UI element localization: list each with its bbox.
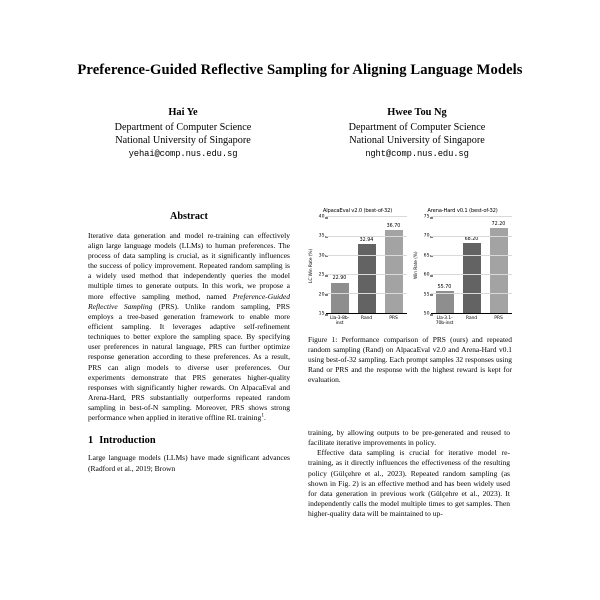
gridline [431, 274, 512, 275]
plot-wrap [308, 214, 407, 317]
x-tick-label: Rand [465, 315, 478, 321]
figure-caption [308, 335, 512, 384]
bar-item [485, 217, 512, 313]
x-tick-label: Rand [360, 315, 373, 321]
chart-panel-arenahard [413, 208, 512, 326]
author-email[interactable]: yehai@comp.nus.edu.sg [128, 148, 238, 159]
abstract-body [88, 231, 290, 424]
bar [463, 243, 481, 313]
author-affiliation: National University of Singapore [349, 135, 485, 147]
introduction-paragraph: Large language models (LLMs) have made significant advances (Radford et al., 2019; Brown [88, 453, 290, 473]
footnote-marker: 1 [261, 412, 265, 419]
plot-area [431, 217, 512, 314]
introduction-heading [88, 434, 290, 448]
bar-item [353, 217, 380, 313]
y-tick-label: 55 [423, 292, 430, 298]
gridline [326, 293, 407, 294]
y-axis-ticks [315, 214, 326, 317]
y-tick-label: 25 [318, 272, 325, 278]
caption-prefix: Figure 1: [308, 335, 338, 345]
chart-title: AlpacaEval v2.0 (best-of-32) [322, 208, 393, 214]
gridline [431, 216, 512, 217]
x-axis-ticks [431, 316, 512, 327]
bar-item [380, 217, 407, 313]
gridline [326, 216, 407, 217]
page-title: Preference-Guided Reflective Sampling for Aligning Language Models [77, 62, 523, 78]
y-tick-label: 30 [318, 253, 325, 259]
x-axis-ticks [326, 316, 407, 327]
author-affiliation: National University of Singapore [115, 135, 251, 147]
abstract-method-name: Preference-Guided Reflective Sampling [88, 291, 290, 311]
bar [490, 228, 508, 313]
figure-1 [308, 208, 512, 385]
section-title: Introduction [99, 435, 156, 447]
y-tick-label: 65 [423, 253, 430, 259]
plot-wrap [413, 214, 512, 317]
chart-row [308, 208, 512, 326]
author-email[interactable]: nght@comp.nus.edu.sg [365, 148, 469, 159]
bar-item [458, 217, 485, 313]
abstract-text-end: . [264, 413, 266, 423]
right-paragraph-2: Effective data sampling is crucial for iterative model re-training, as it directly influences the effectiveness of the resulting policy (Gülçehre et al., 2023). Repeated random sampling (as shown in Fig. 2) is an effective method and has been widely used for data generation in previous work (Gülçehre et al., 2023). It independently calls the model multiple times to get samples. Then higher-quality data will be maintained to up- [308, 448, 510, 519]
bar-value-label: 68.20 [464, 236, 479, 242]
author-1 [78, 106, 288, 160]
chart-title: Arena-Hard v0.1 (best-of-32) [427, 208, 498, 214]
x-tick-label: PRS [389, 315, 398, 321]
y-tick-label: 20 [318, 292, 325, 298]
bar [331, 283, 349, 313]
bar-value-label: 55.70 [437, 284, 452, 290]
author-name: Hwee Tou Ng [387, 107, 447, 118]
gridline [326, 236, 407, 237]
bar-item [326, 217, 353, 313]
abstract-paragraph [88, 231, 290, 424]
bar-item [431, 217, 458, 313]
gridline [431, 236, 512, 237]
caption-text: Performance comparison of PRS (ours) and repeated random sampling (Rand) on AlpacaEval v2.0 and Arena-Hard v0.1 using best-of-32 sampling. Each prompt samples 32 responses using Rand or PRS and the response with the highest reward is kept for evaluation. [308, 335, 512, 384]
gridline [431, 255, 512, 256]
bar [385, 230, 403, 313]
plot-area [326, 217, 407, 314]
author-department: Department of Computer Science [348, 121, 486, 133]
bar-group [431, 217, 512, 313]
y-tick-label: 75 [423, 214, 430, 220]
author-2 [312, 106, 522, 160]
abstract-heading: Abstract [170, 211, 208, 222]
author-department: Department of Computer Science [114, 121, 252, 133]
y-tick-label: 70 [423, 233, 430, 239]
bar-value-label: 72.20 [491, 221, 506, 227]
x-tick-label: Lla-3-8b- inst [329, 315, 350, 326]
bar [436, 291, 454, 313]
y-tick-label: 60 [423, 272, 430, 278]
y-tick-label: 35 [318, 233, 325, 239]
left-column [88, 210, 290, 474]
gridline [326, 274, 407, 275]
abstract-text-2: (PRS). Unlike random sampling, PRS employs a tree-based generation framework to enable more efficient sampling. It leverages adaptive self-refinement techniques to better explore the sampling space. By specifying user preferences in natural language, PRS can further optimize response generation according to these preferences. As a result, PRS can align models to diverse user preferences. Our experiments demonstrate that PRS generates higher-quality responses with significantly higher rewards. On AlpacaEval and Arena-Hard, PRS substantially outperforms repeated random sampling in best-of-N sampling. Moreover, PRS shows strong performance when applied in iterative offline RL training [88, 301, 290, 423]
right-paragraph-1: training, by allowing outputs to be pre-generated and reused to facilitate iterative improvements in policy. [308, 428, 510, 448]
section-number: 1 [88, 435, 94, 447]
x-tick-label: Lla-3.1- 70b-inst [435, 315, 454, 326]
y-axis-label: Win Rate (%) [414, 251, 419, 280]
y-axis-ticks [420, 214, 431, 317]
bar-value-label: 32.94 [359, 237, 374, 243]
bar-group [326, 217, 407, 313]
y-tick-label: 50 [423, 311, 430, 317]
y-axis-label: LC Win Rate (%) [309, 248, 314, 283]
y-tick-label: 40 [318, 214, 325, 220]
author-block [78, 106, 522, 160]
chart-panel-alpacaeval [308, 208, 407, 326]
bar-value-label: 22.90 [332, 276, 347, 282]
abstract-text-1: Iterative data generation and model re-training can effectively align large language models (LLMs) to human preferences. The process of data sampling is crucial, as it significantly influences the success of policy improvement. Repeated random sampling is a widely used method that independently queries the model multiple times to generate outputs. In this work, we propose a more effective sampling method, named [88, 230, 290, 301]
gridline [326, 255, 407, 256]
author-name: Hai Ye [168, 107, 198, 118]
x-tick-label: PRS [494, 315, 503, 321]
bar-value-label: 36.70 [386, 223, 401, 229]
gridline [431, 293, 512, 294]
y-tick-label: 15 [318, 311, 325, 317]
